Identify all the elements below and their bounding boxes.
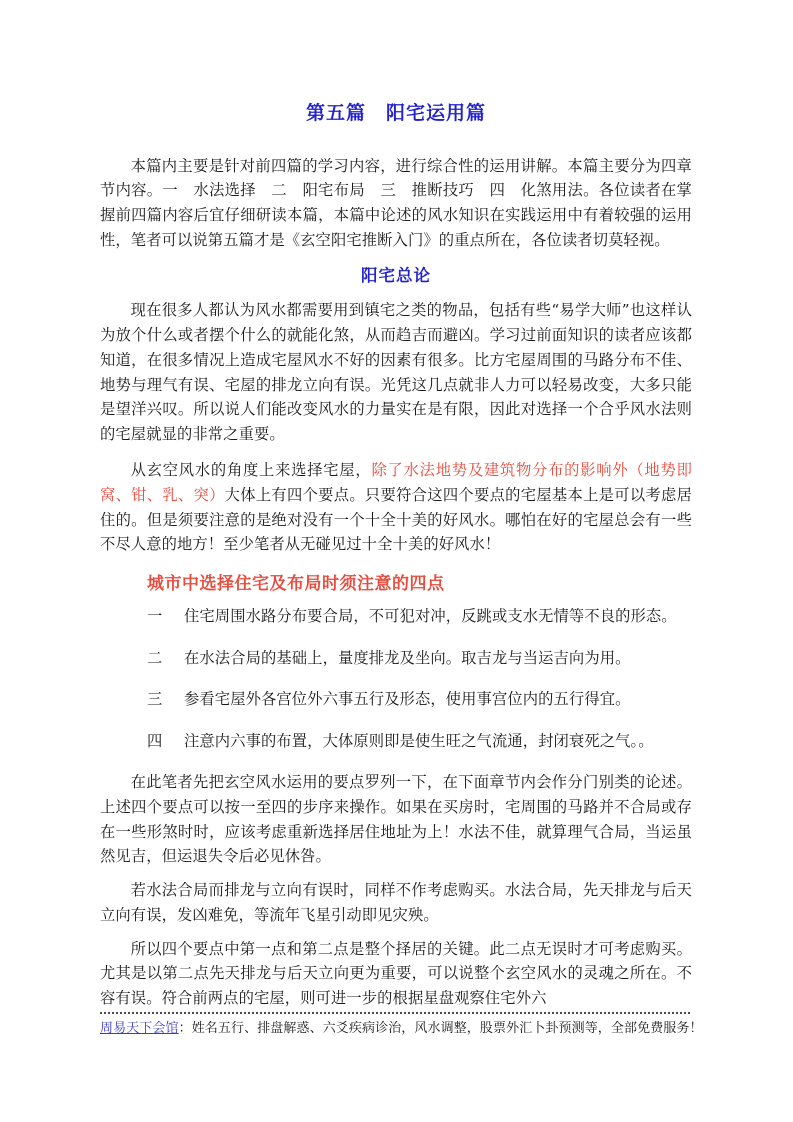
paragraph-tail-text: 大体上有四个要点。只要符合这四个要点的宅屋基本上是可以考虑居住的。但是须要注意的是绝对没有一个十全十美的好风水。哪怕在好的宅屋总会有一些不尽人意的地方！至少笔者从无碰见过十全十美的好风水！ xyxy=(100,485,692,554)
four-points-list xyxy=(100,604,692,753)
list-item-text: 住宅周围水路分布要合局，不可犯对冲，反跳或支水无情等不良的形态。 xyxy=(184,607,677,626)
highlighted-red-text: 除了水法地势及建筑物分布的影响外（地势即窝、钳、乳、突） xyxy=(100,461,692,504)
footer-divider xyxy=(100,1012,690,1014)
footer-text-line xyxy=(100,1019,703,1039)
list-item xyxy=(100,646,692,670)
list-item-number: 三 xyxy=(147,690,163,709)
list-item-number: 四 xyxy=(147,731,163,750)
red-subheading: 城市中选择住宅及布局时须注意的四点 xyxy=(147,574,445,595)
list-item-number: 二 xyxy=(147,648,163,667)
footer-link[interactable]: 周易天下会馆 xyxy=(100,1021,179,1036)
section-title: 阳宅总论 xyxy=(361,265,431,285)
document-content xyxy=(100,100,692,1020)
paragraph-lead-text: 从玄空风水的角度上来选择宅屋， xyxy=(130,461,372,479)
list-item xyxy=(100,687,692,711)
paragraph-selection-criteria xyxy=(100,458,692,557)
list-item xyxy=(100,729,692,753)
list-item-text: 在水法合局的基础上，量度排龙及坐向。取吉龙与当运吉向为用。 xyxy=(184,648,631,667)
paragraph-overview: 现在很多人都认为风水都需要用到镇宅之类的物品，包括有些“易学大师”也这样认为放个什么或者摆个什么的就能化煞，从而趋吉而避凶。学习过前面知识的读者应该都知道，在很多情况上造成宅屋风水不好的因素有很多。比方宅屋周围的马路分布不佳、地势与理气有误、宅屋的排龙立向有误。光凭这几点就非人力可以轻易改变，大多只能是望洋兴叹。所以说人们能改变风水的力量实在是有限，因此对选择一个合乎风水法则的宅屋就显的非常之重要。 xyxy=(100,301,692,444)
intro-paragraph: 本篇内主要是针对前四篇的学习内容，进行综合性的运用讲解。本篇主要分为四章节内容。一 水法选择 二 阳宅布局 三 推断技巧 四 化煞用法。各位读者在掌握前四篇内容后宜仔细研读本篇，本篇中论述的风水知识在实践运用中有着较强的运用性，笔者可以说第五篇才是《玄空阳宅推断入门》的重点所在，各位读者切莫轻视。 xyxy=(100,156,692,249)
paragraph-key-points-summary: 在此笔者先把玄空风水运用的要点罗列一下，在下面章节内会作分门别类的论述。上述四个要点可以按一至四的步序来操作。如果在买房时，宅周围的马路并不合局或存在一些形煞时时，应该考虑重新选择居住地址为上！水法不佳，就算理气合局，当运虽然见吉，但运退失令后必见休咎。 xyxy=(100,773,692,866)
page-title: 第五篇 阳宅运用篇 xyxy=(305,102,486,124)
paragraph-conclusion: 所以四个要点中第一点和第二点是整个择居的关键。此二点无误时才可考虑购买。尤其是以第二点先天排龙与后天立向更为重要，可以说整个玄空风水的灵魂之所在。不容有误。符合前两点的宅屋，则可进一步的根据星盘观察住宅外六 xyxy=(100,939,692,1008)
footer-description: ：姓名五行、排盘解惑、六爻疾病诊治，风水调整，股票外汇卜卦预测等，全部免费服务！ xyxy=(178,1021,703,1036)
list-item-text: 参看宅屋外各宫位外六事五行及形态，使用事宫位内的五行得宜。 xyxy=(184,690,631,709)
list-item-number: 一 xyxy=(147,607,163,626)
page-footer xyxy=(100,1012,703,1039)
paragraph-water-method: 若水法合局而排龙与立向有误时，同样不作考虑购买。水法合局，先天排龙与后天立向有误，发凶难免，等流年飞星引动即见灾殃。 xyxy=(100,881,692,924)
list-item-text: 注意内六事的布置，大体原则即是使生旺之气流通，封闭衰死之气。。 xyxy=(184,731,654,750)
list-item xyxy=(100,604,692,628)
